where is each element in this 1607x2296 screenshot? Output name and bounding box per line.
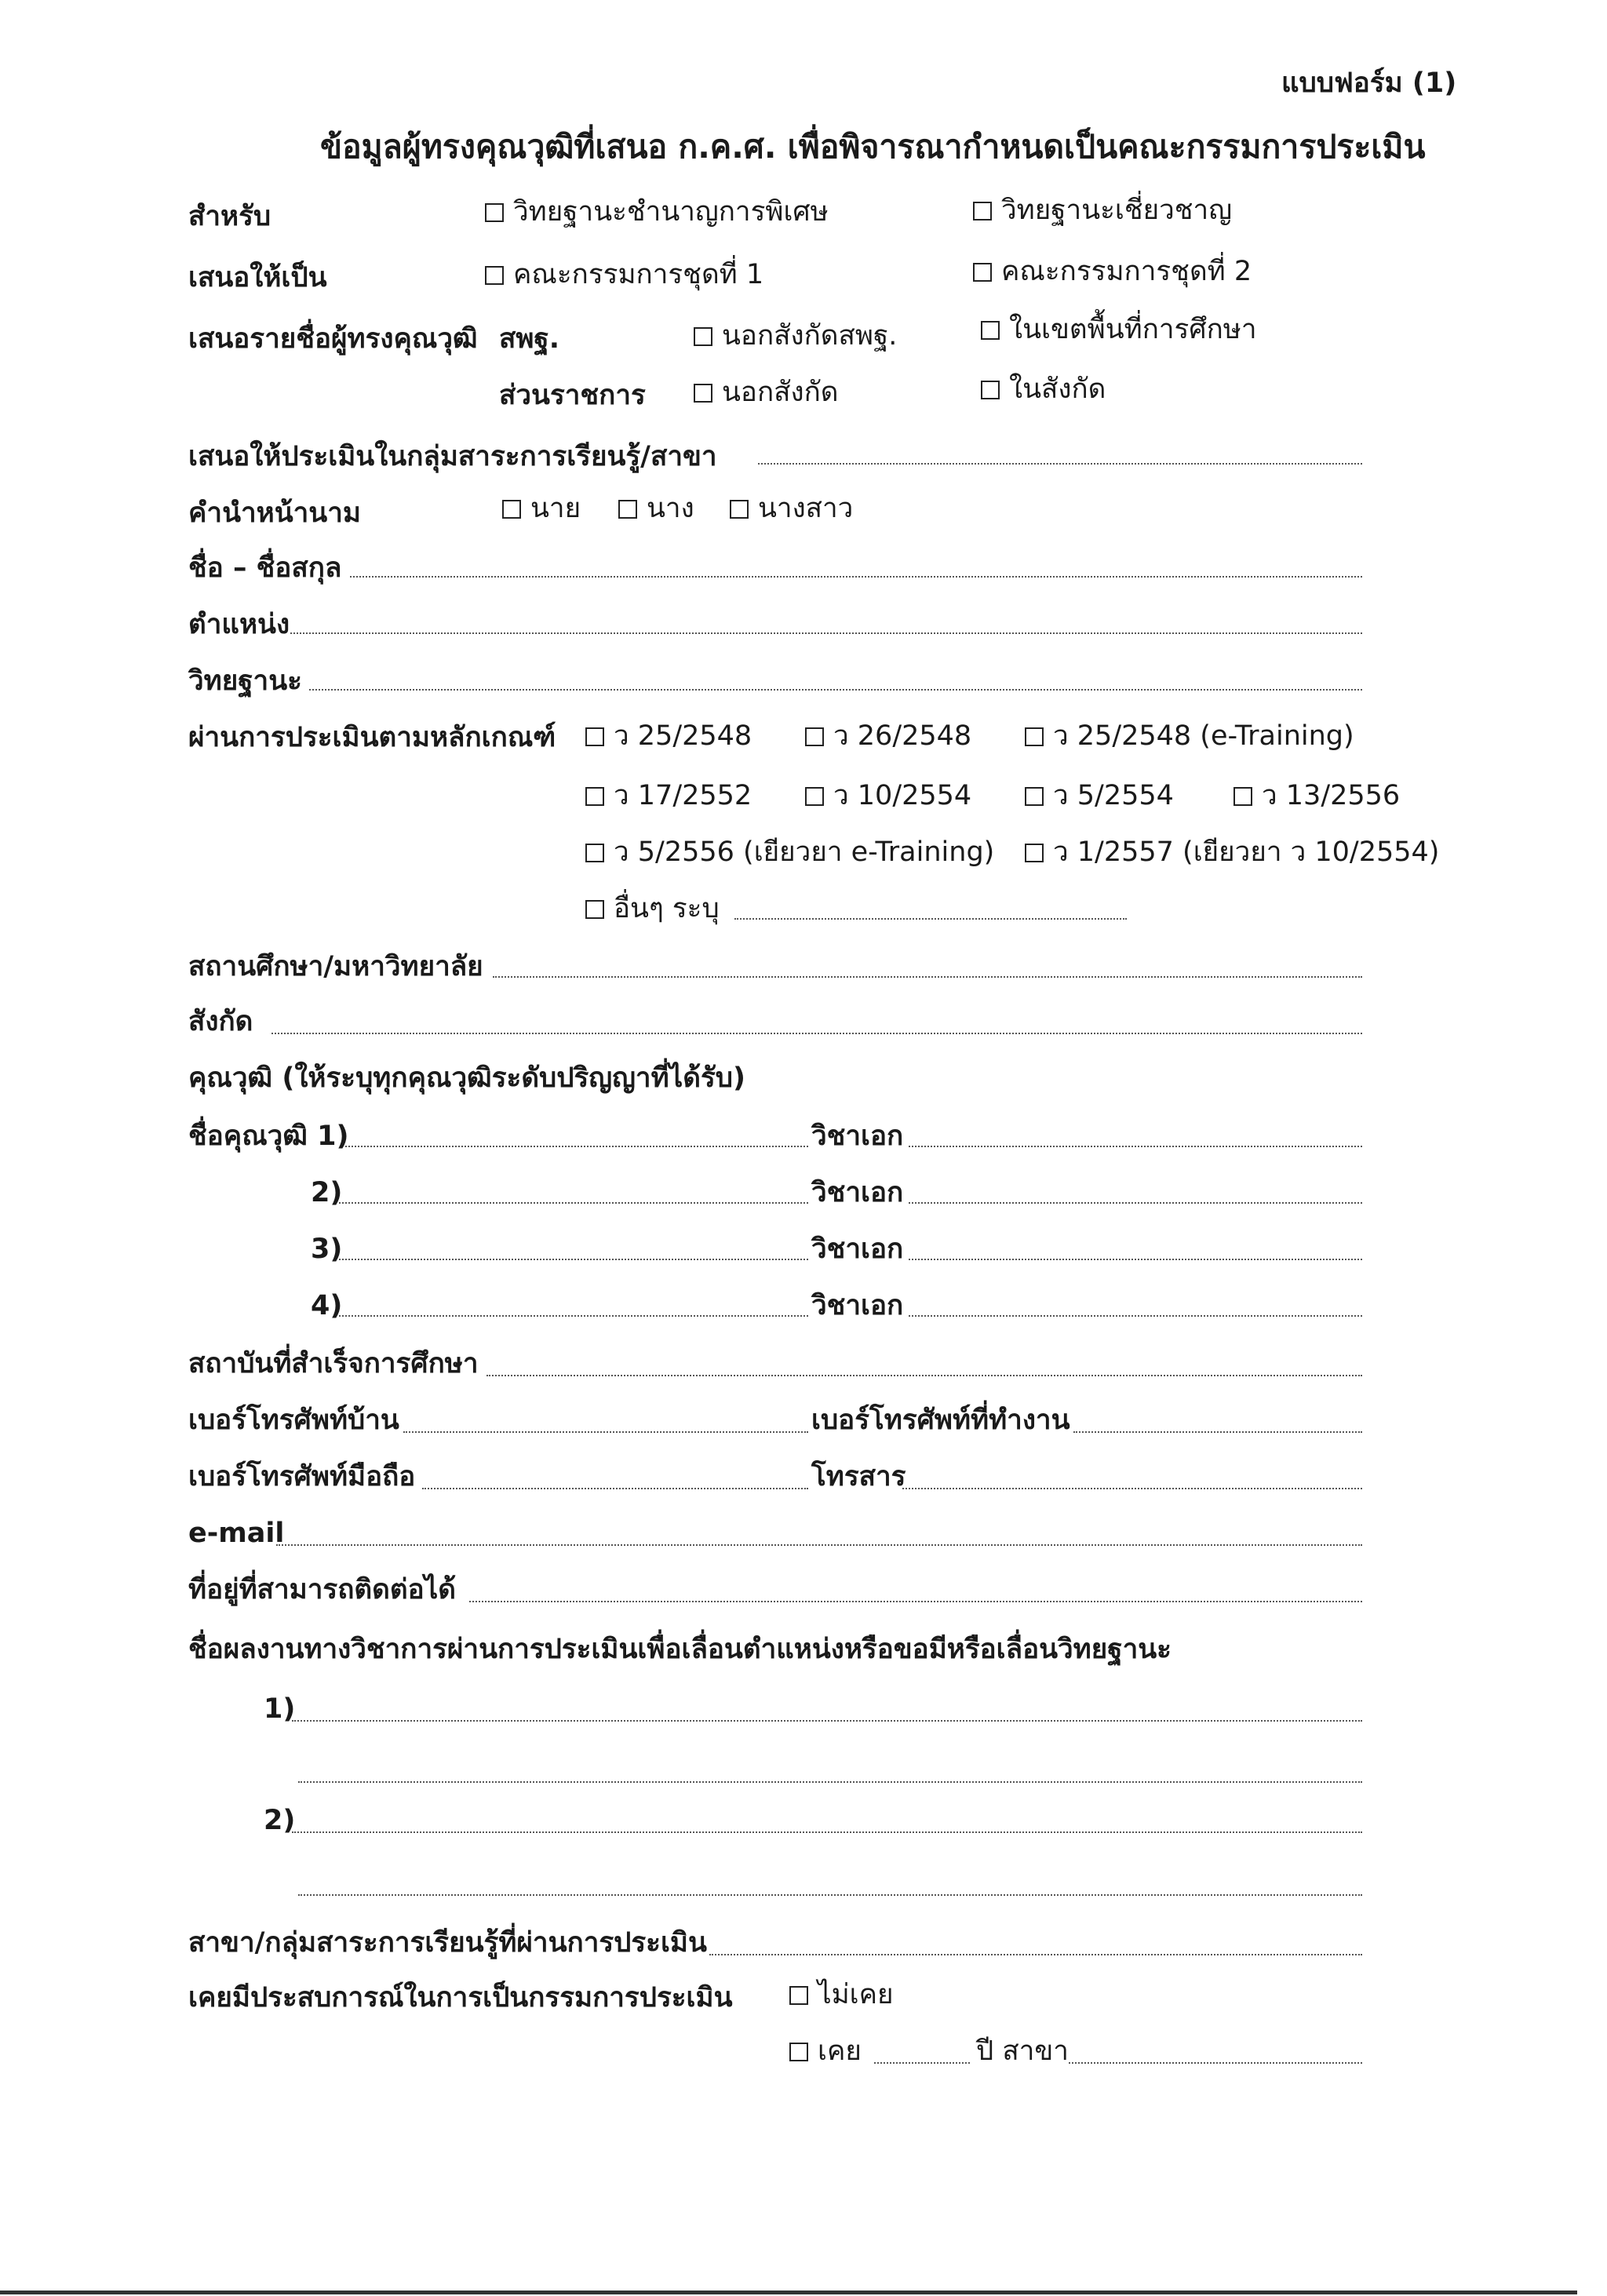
checkbox-icon[interactable] xyxy=(694,384,712,403)
criteria-option-5[interactable]: ว 10/2554 xyxy=(805,780,971,811)
mobile-label: เบอร์โทรศัพท์มือถือ xyxy=(188,1461,416,1492)
subject-field[interactable] xyxy=(758,463,1362,465)
work-phone-label: เบอร์โทรศัพท์ที่ทำงาน xyxy=(811,1405,1070,1436)
checkbox-icon[interactable] xyxy=(694,327,712,346)
fax-label: โทรสาร xyxy=(811,1461,906,1492)
checkbox-icon[interactable] xyxy=(981,381,1000,399)
affiliation-field[interactable] xyxy=(271,1033,1362,1034)
home-phone-label: เบอร์โทรศัพท์บ้าน xyxy=(188,1405,399,1436)
experience-label: เคยมีประสบการณ์ในการเป็นกรรมการประเมิน xyxy=(188,1982,733,2014)
nominee-obec-outside[interactable]: นอกสังกัดสพฐ. xyxy=(694,320,897,352)
checkbox-icon[interactable] xyxy=(585,900,604,919)
qualification-heading: คุณวุฒิ (ให้ระบุทุกคุณวุฒิระดับปริญญาที่ได้รับ) xyxy=(188,1062,745,1094)
prefix-mrs[interactable]: นาง xyxy=(618,493,694,524)
criteria-option-9[interactable]: ว 1/2557 (เยียวยา ว 10/2554) xyxy=(1025,836,1439,868)
subject-label: เสนอให้ประเมินในกลุ่มสาระการเรียนรู้/สาขา xyxy=(188,441,717,472)
checkbox-icon[interactable] xyxy=(973,263,992,282)
checkbox-icon[interactable] xyxy=(789,2043,808,2061)
criteria-option-other[interactable]: อื่นๆ ระบุ xyxy=(585,893,720,924)
home-phone-field[interactable] xyxy=(403,1431,808,1433)
checkbox-icon[interactable] xyxy=(585,727,604,746)
criteria-other-field[interactable] xyxy=(734,918,1127,920)
qualification-1-field[interactable] xyxy=(345,1146,808,1147)
major-1-field[interactable] xyxy=(909,1146,1362,1147)
email-field[interactable] xyxy=(276,1544,1362,1546)
criteria-option-2[interactable]: ว 26/2548 xyxy=(805,720,971,752)
rank-label: วิทยฐานะ xyxy=(188,665,302,697)
nominee-label: เสนอรายชื่อผู้ทรงคุณวุฒิ xyxy=(188,323,478,355)
checkbox-icon[interactable] xyxy=(618,500,637,519)
checkbox-icon[interactable] xyxy=(1025,727,1044,746)
checkbox-icon[interactable] xyxy=(730,500,749,519)
position-field[interactable] xyxy=(290,632,1362,634)
criteria-option-3[interactable]: ว 25/2548 (e-Training) xyxy=(1025,720,1354,752)
checkbox-icon[interactable] xyxy=(805,787,824,806)
major-1-label: วิชาเอก xyxy=(811,1121,904,1152)
criteria-option-7[interactable]: ว 13/2556 xyxy=(1233,780,1400,811)
nominee-agency-label: ส่วนราชการ xyxy=(499,380,646,411)
works-2-field[interactable] xyxy=(292,1831,1362,1833)
checkbox-icon[interactable] xyxy=(485,266,504,285)
criteria-option-6[interactable]: ว 5/2554 xyxy=(1025,780,1174,811)
field-label: สาขา/กลุ่มสาระการเรียนรู้ที่ผ่านการประเมิน xyxy=(188,1927,707,1959)
criteria-label: ผ่านการประเมินตามหลักเกณฑ์ xyxy=(188,722,556,753)
nominee-agency-inside[interactable]: ในสังกัด xyxy=(981,374,1106,405)
checkbox-icon[interactable] xyxy=(502,500,521,519)
major-4-field[interactable] xyxy=(909,1315,1362,1317)
propose-option-1[interactable]: คณะกรรมการชุดที่ 1 xyxy=(485,259,763,290)
checkbox-icon[interactable] xyxy=(1025,787,1044,806)
nominee-agency-outside[interactable]: นอกสังกัด xyxy=(694,377,839,408)
prefix-label: คำนำหน้านาม xyxy=(188,497,361,529)
qualification-4-field[interactable] xyxy=(339,1315,808,1317)
name-label: ชื่อ – ชื่อสกุล xyxy=(188,552,342,584)
major-4-label: วิชาเอก xyxy=(811,1290,904,1321)
position-label: ตำแหน่ง xyxy=(188,609,290,640)
experience-year-label: ปี สาขา xyxy=(976,2035,1069,2067)
works-heading: ชื่อผลงานทางวิชาการผ่านการประเมินเพื่อเลื่อนตำแหน่งหรือขอมีหรือเลื่อนวิทยฐานะ xyxy=(188,1634,1172,1665)
prefix-mr[interactable]: นาย xyxy=(502,493,581,524)
mobile-field[interactable] xyxy=(422,1488,808,1489)
for-option-special[interactable]: วิทยฐานะชำนาญการพิเศษ xyxy=(485,196,829,228)
address-label: ที่อยู่ที่สามารถติดต่อได้ xyxy=(188,1574,456,1605)
major-2-field[interactable] xyxy=(909,1202,1362,1204)
qualification-4-number: 4) xyxy=(311,1290,343,1321)
form-title: ข้อมูลผู้ทรงคุณวุฒิที่เสนอ ก.ค.ศ. เพื่อพิจารณากำหนดเป็นคณะกรรมการประเมิน xyxy=(320,128,1426,166)
checkbox-icon[interactable] xyxy=(585,844,604,862)
name-field[interactable] xyxy=(350,576,1362,578)
works-1-field-line2[interactable] xyxy=(298,1781,1362,1783)
propose-option-2[interactable]: คณะกรรมการชุดที่ 2 xyxy=(973,256,1252,287)
checkbox-icon[interactable] xyxy=(485,203,504,222)
experience-year-field[interactable] xyxy=(874,2062,970,2064)
form-number: แบบฟอร์ม (1) xyxy=(1281,67,1457,99)
criteria-option-1[interactable]: ว 25/2548 xyxy=(585,720,752,752)
institute-field[interactable] xyxy=(486,1375,1362,1376)
checkbox-icon[interactable] xyxy=(789,1986,808,2005)
criteria-option-4[interactable]: ว 17/2552 xyxy=(585,780,752,811)
works-1-field[interactable] xyxy=(292,1720,1362,1722)
experience-yes[interactable]: เคย xyxy=(789,2035,862,2067)
checkbox-icon[interactable] xyxy=(981,321,1000,340)
qualification-3-field[interactable] xyxy=(339,1259,808,1260)
checkbox-icon[interactable] xyxy=(1233,787,1252,806)
checkbox-icon[interactable] xyxy=(973,202,992,220)
works-2-field-line2[interactable] xyxy=(298,1894,1362,1896)
works-1-number: 1) xyxy=(264,1693,296,1725)
institute-label: สถาบันที่สำเร็จการศึกษา xyxy=(188,1348,479,1379)
experience-never[interactable]: ไม่เคย xyxy=(789,1979,894,2010)
major-2-label: วิชาเอก xyxy=(811,1177,904,1208)
work-phone-field[interactable] xyxy=(1073,1431,1362,1433)
qualification-name-label: ชื่อคุณวุฒิ 1) xyxy=(188,1121,349,1152)
fax-field[interactable] xyxy=(902,1488,1362,1489)
for-label: สำหรับ xyxy=(188,201,271,232)
criteria-option-8[interactable]: ว 5/2556 (เยียวยา e-Training) xyxy=(585,836,994,868)
prefix-miss[interactable]: นางสาว xyxy=(730,493,853,524)
field-input[interactable] xyxy=(709,1954,1362,1955)
affiliation-label: สังกัด xyxy=(188,1006,253,1037)
propose-label: เสนอให้เป็น xyxy=(188,262,327,293)
checkbox-icon[interactable] xyxy=(585,787,604,806)
checkbox-icon[interactable] xyxy=(805,727,824,746)
rank-field[interactable] xyxy=(309,689,1362,691)
school-field[interactable] xyxy=(493,976,1362,978)
for-option-expert[interactable]: วิทยฐานะเชี่ยวชาญ xyxy=(973,195,1232,226)
school-label: สถานศึกษา/มหาวิทยาลัย xyxy=(188,951,483,982)
checkbox-icon[interactable] xyxy=(1025,844,1044,862)
major-3-label: วิชาเอก xyxy=(811,1234,904,1265)
major-3-field[interactable] xyxy=(909,1259,1362,1260)
nominee-obec-label: สพฐ. xyxy=(499,323,560,355)
experience-field-input[interactable] xyxy=(1069,2062,1362,2064)
bottom-rule xyxy=(0,2291,1577,2294)
works-2-number: 2) xyxy=(264,1805,296,1836)
qualification-3-number: 3) xyxy=(311,1234,343,1265)
email-label: e-mail xyxy=(188,1518,285,1549)
address-field[interactable] xyxy=(469,1601,1362,1602)
qualification-2-number: 2) xyxy=(311,1177,343,1208)
qualification-2-field[interactable] xyxy=(339,1202,808,1204)
nominee-obec-area[interactable]: ในเขตพื้นที่การศึกษา xyxy=(981,314,1256,345)
